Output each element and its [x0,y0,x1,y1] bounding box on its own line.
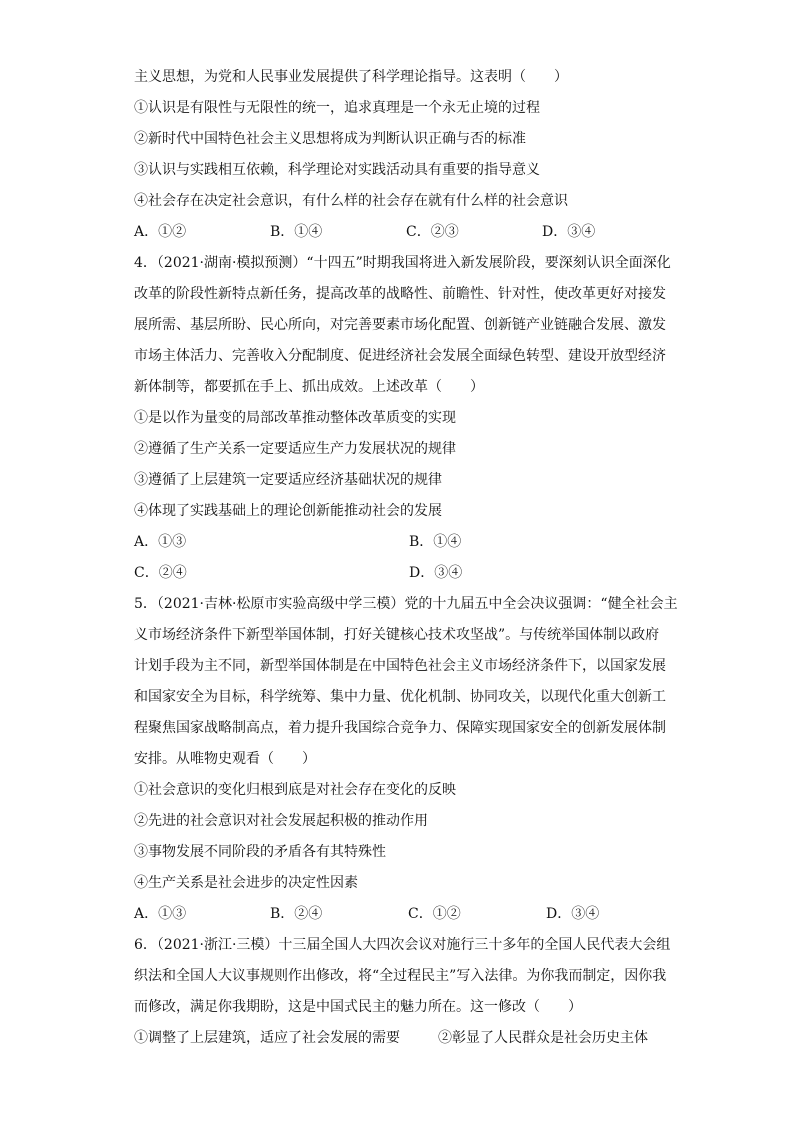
q4-stem-line-1: 4．（2021·湖南·模拟预测）“十四五”时期我国将进入新发展阶段，要深刻认识全面深化 [134,255,671,271]
q6-stem-line-2: 织法和全国人大议事规则作出修改，将“全过程民主”写入法律。为你我而制定，因你我 [134,968,667,984]
q6-stem-line-3: 而修改，满足你我期盼，这是中国式民主的魅力所在。这一修改（ ） [134,999,582,1015]
q6-items-row [134,1023,664,1054]
q5-stem-line-4: 和国家安全为目标，科学统筹、集中力量、优化机制、协同攻关，以现代化重大创新工 [134,689,666,705]
q5-option-c: C．①② [408,906,461,922]
q3-item-1: ①认识是有限性与无限性的统一，追求真理是一个永无止境的过程 [134,100,540,116]
q5-option-b: B．②④ [270,906,323,922]
q4-item-2: ②遵循了生产关系一定要适应生产力发展状况的规律 [134,441,456,457]
q4-item-3: ③遵循了上层建筑一定要适应经济基础状况的规律 [134,472,442,488]
q3-option-b: B．①④ [270,224,323,240]
q5-stem-line-2: 义市场经济条件下新型举国体制，打好关键核心技术攻坚战”。与传统举国体制以政府 [134,627,660,643]
q6-item-1: ①调整了上层建筑，适应了社会发展的需要 [134,1030,400,1046]
q3-option-a: A．①② [134,224,187,240]
q5-item-4: ④生产关系是社会进步的决定性因素 [134,875,358,891]
exam-content [134,62,678,1054]
q5-stem-line-3: 计划手段为主不同，新型举国体制是在中国特色社会主义市场经济条件下，以国家发展 [134,658,666,674]
q5-item-3: ③事物发展不同阶段的矛盾各有其特殊性 [134,844,386,860]
q4-stem-line-3: 展所需、基层所盼、民心所向，对完善要素市场化配置、创新链产业链融合发展、激发 [134,317,666,333]
q3-option-c: C．②③ [406,224,459,240]
q4-option-b: B．①④ [409,534,462,550]
q5-item-1: ①社会意识的变化归根到底是对社会存在变化的反映 [134,782,456,798]
q4-option-d: D．③④ [409,565,463,581]
q4-stem-line-4: 市场主体活力、完善收入分配制度、促进经济社会发展全面绿色转型、建设开放型经济 [134,348,666,364]
q4-option-c: C．②④ [134,565,187,581]
q4-options-row-1 [134,527,664,558]
q4-option-a: A．①③ [134,534,187,550]
q5-stem-line-6: 安排。从唯物史观看（ ） [134,751,316,767]
q5-option-a: A．①③ [134,906,187,922]
q4-stem-line-5: 新体制等，都要抓在手上、抓出成效。上述改革（ ） [134,379,484,395]
q5-options [134,899,664,930]
q4-item-4: ④体现了实践基础上的理论创新能推动社会的发展 [134,503,442,519]
q3-item-2: ②新时代中国特色社会主义思想将成为判断认识正确与否的标准 [134,131,526,147]
q5-option-d: D．③④ [546,906,600,922]
q6-stem-line-1: 6．（2021·浙江·三模）十三届全国人大四次会议对施行三十多年的全国人民代表大会组 [134,937,671,953]
q3-stem-line: 主义思想，为党和人民事业发展提供了科学理论指导。这表明（ ） [134,69,568,85]
q3-options [134,217,664,248]
q5-item-2: ②先进的社会意识对社会发展起积极的推动作用 [134,813,428,829]
q3-item-3: ③认识与实践相互依赖，科学理论对实践活动具有重要的指导意义 [134,162,540,178]
q4-item-1: ①是以作为量变的局部改革推动整体改革质变的实现 [134,410,456,426]
q6-item-2: ②彰显了人民群众是社会历史主体 [438,1030,648,1046]
q3-item-4: ④社会存在决定社会意识，有什么样的社会存在就有什么样的社会意识 [134,193,568,209]
q4-options-row-2 [134,558,664,589]
q3-option-d: D．③④ [542,224,596,240]
q4-stem-line-2: 改革的阶段性新特点新任务，提高改革的战略性、前瞻性、针对性，使改革更好对接发 [134,286,666,302]
q5-stem-line-5: 程聚焦国家战略制高点，着力提升我国综合竞争力、保障实现国家安全的创新发展体制 [134,720,666,736]
q5-stem-line-1: 5．（2021·吉林·松原市实验高级中学三模）党的十九届五中全会决议强调：“健全社会主 [134,596,678,612]
